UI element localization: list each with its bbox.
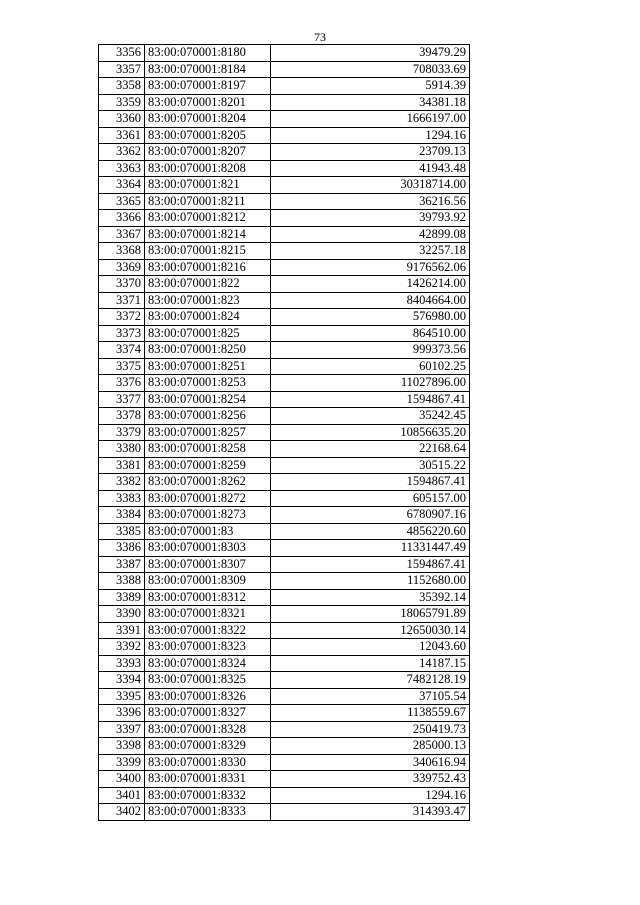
cadastral-number-cell: 83:00:070001:8307 bbox=[145, 556, 271, 573]
row-number-cell: 3398 bbox=[99, 738, 145, 755]
table-row bbox=[99, 754, 470, 771]
row-number-cell: 3370 bbox=[99, 276, 145, 293]
cadastral-value-cell: 9176562.06 bbox=[271, 259, 470, 276]
row-number-cell: 3386 bbox=[99, 540, 145, 557]
table-row bbox=[99, 325, 470, 342]
table-row bbox=[99, 292, 470, 309]
table-row bbox=[99, 804, 470, 821]
cadastral-number-cell: 83:00:070001:8258 bbox=[145, 441, 271, 458]
table-row bbox=[99, 45, 470, 62]
table-row bbox=[99, 672, 470, 689]
row-number-cell: 3397 bbox=[99, 721, 145, 738]
row-number-cell: 3358 bbox=[99, 78, 145, 95]
cadastral-value-cell: 35392.14 bbox=[271, 589, 470, 606]
cadastral-value-cell: 11027896.00 bbox=[271, 375, 470, 392]
row-number-cell: 3387 bbox=[99, 556, 145, 573]
row-number-cell: 3356 bbox=[99, 45, 145, 62]
table-row bbox=[99, 276, 470, 293]
cadastral-number-cell: 83:00:070001:8333 bbox=[145, 804, 271, 821]
cadastral-value-cell: 1152680.00 bbox=[271, 573, 470, 590]
row-number-cell: 3384 bbox=[99, 507, 145, 524]
row-number-cell: 3390 bbox=[99, 606, 145, 623]
cadastral-value-cell: 6780907.16 bbox=[271, 507, 470, 524]
cadastral-value-cell: 42899.08 bbox=[271, 226, 470, 243]
table-row bbox=[99, 391, 470, 408]
table-row bbox=[99, 210, 470, 227]
table-row bbox=[99, 738, 470, 755]
table-row bbox=[99, 457, 470, 474]
row-number-cell: 3371 bbox=[99, 292, 145, 309]
table-row bbox=[99, 573, 470, 590]
row-number-cell: 3400 bbox=[99, 771, 145, 788]
cadastral-value-cell: 999373.56 bbox=[271, 342, 470, 359]
cadastral-value-cell: 14187.15 bbox=[271, 655, 470, 672]
table-row bbox=[99, 408, 470, 425]
table-row bbox=[99, 490, 470, 507]
cadastral-value-cell: 314393.47 bbox=[271, 804, 470, 821]
cadastral-number-cell: 83:00:070001:8184 bbox=[145, 61, 271, 78]
row-number-cell: 3393 bbox=[99, 655, 145, 672]
cadastral-number-cell: 83:00:070001:8303 bbox=[145, 540, 271, 557]
table-row bbox=[99, 226, 470, 243]
cadastral-number-cell: 83:00:070001:8256 bbox=[145, 408, 271, 425]
cadastral-number-cell: 83:00:070001:8262 bbox=[145, 474, 271, 491]
cadastral-value-cell: 22168.64 bbox=[271, 441, 470, 458]
row-number-cell: 3364 bbox=[99, 177, 145, 194]
table-row bbox=[99, 721, 470, 738]
row-number-cell: 3383 bbox=[99, 490, 145, 507]
cadastral-value-cell: 37105.54 bbox=[271, 688, 470, 705]
cadastral-value-cell: 576980.00 bbox=[271, 309, 470, 326]
cadastral-number-cell: 83:00:070001:8326 bbox=[145, 688, 271, 705]
table-row bbox=[99, 655, 470, 672]
row-number-cell: 3378 bbox=[99, 408, 145, 425]
cadastral-number-cell: 83:00:070001:823 bbox=[145, 292, 271, 309]
row-number-cell: 3402 bbox=[99, 804, 145, 821]
row-number-cell: 3399 bbox=[99, 754, 145, 771]
cadastral-number-cell: 83:00:070001:8259 bbox=[145, 457, 271, 474]
cadastral-number-cell: 83:00:070001:8321 bbox=[145, 606, 271, 623]
row-number-cell: 3392 bbox=[99, 639, 145, 656]
row-number-cell: 3373 bbox=[99, 325, 145, 342]
cadastral-number-cell: 83:00:070001:8325 bbox=[145, 672, 271, 689]
cadastral-value-cell: 10856635.20 bbox=[271, 424, 470, 441]
row-number-cell: 3376 bbox=[99, 375, 145, 392]
row-number-cell: 3381 bbox=[99, 457, 145, 474]
cadastral-number-cell: 83:00:070001:8273 bbox=[145, 507, 271, 524]
cadastral-value-cell: 250419.73 bbox=[271, 721, 470, 738]
row-number-cell: 3380 bbox=[99, 441, 145, 458]
table-row bbox=[99, 342, 470, 359]
cadastral-number-cell: 83:00:070001:8324 bbox=[145, 655, 271, 672]
cadastral-value-cell: 39479.29 bbox=[271, 45, 470, 62]
row-number-cell: 3362 bbox=[99, 144, 145, 161]
page-number: 73 bbox=[314, 30, 326, 44]
table-row bbox=[99, 771, 470, 788]
row-number-cell: 3396 bbox=[99, 705, 145, 722]
cadastral-number-cell: 83:00:070001:8201 bbox=[145, 94, 271, 111]
cadastral-value-cell: 8404664.00 bbox=[271, 292, 470, 309]
cadastral-number-cell: 83:00:070001:8205 bbox=[145, 127, 271, 144]
cadastral-value-cell: 7482128.19 bbox=[271, 672, 470, 689]
row-number-cell: 3391 bbox=[99, 622, 145, 639]
cadastral-value-cell: 34381.18 bbox=[271, 94, 470, 111]
table-row bbox=[99, 589, 470, 606]
cadastral-value-cell: 1666197.00 bbox=[271, 111, 470, 128]
cadastral-number-cell: 83:00:070001:8331 bbox=[145, 771, 271, 788]
cadastral-value-cell: 23709.13 bbox=[271, 144, 470, 161]
cadastral-value-cell: 35242.45 bbox=[271, 408, 470, 425]
cadastral-number-cell: 83:00:070001:8254 bbox=[145, 391, 271, 408]
cadastral-value-cell: 339752.43 bbox=[271, 771, 470, 788]
table-row bbox=[99, 309, 470, 326]
cadastral-number-cell: 83:00:070001:8257 bbox=[145, 424, 271, 441]
cadastral-number-cell: 83:00:070001:8216 bbox=[145, 259, 271, 276]
row-number-cell: 3359 bbox=[99, 94, 145, 111]
table-row bbox=[99, 639, 470, 656]
cadastral-number-cell: 83:00:070001:824 bbox=[145, 309, 271, 326]
cadastral-number-cell: 83:00:070001:8251 bbox=[145, 358, 271, 375]
row-number-cell: 3369 bbox=[99, 259, 145, 276]
row-number-cell: 3368 bbox=[99, 243, 145, 260]
table-body bbox=[99, 45, 470, 821]
table-row bbox=[99, 787, 470, 804]
cadastral-number-cell: 83:00:070001:8312 bbox=[145, 589, 271, 606]
cadastral-number-cell: 83:00:070001:8323 bbox=[145, 639, 271, 656]
cadastral-number-cell: 83:00:070001:8211 bbox=[145, 193, 271, 210]
table-row bbox=[99, 375, 470, 392]
cadastral-number-cell: 83:00:070001:8309 bbox=[145, 573, 271, 590]
row-number-cell: 3382 bbox=[99, 474, 145, 491]
table-row bbox=[99, 507, 470, 524]
row-number-cell: 3357 bbox=[99, 61, 145, 78]
row-number-cell: 3394 bbox=[99, 672, 145, 689]
cadastral-number-cell: 83:00:070001:8322 bbox=[145, 622, 271, 639]
cadastral-number-cell: 83:00:070001:83 bbox=[145, 523, 271, 540]
table-row bbox=[99, 556, 470, 573]
row-number-cell: 3389 bbox=[99, 589, 145, 606]
cadastral-number-cell: 83:00:070001:8253 bbox=[145, 375, 271, 392]
cadastral-value-cell: 1594867.41 bbox=[271, 556, 470, 573]
table-row bbox=[99, 474, 470, 491]
cadastral-number-cell: 83:00:070001:8327 bbox=[145, 705, 271, 722]
cadastral-value-cell: 12043.60 bbox=[271, 639, 470, 656]
row-number-cell: 3395 bbox=[99, 688, 145, 705]
cadastral-value-cell: 1426214.00 bbox=[271, 276, 470, 293]
cadastral-value-cell: 11331447.49 bbox=[271, 540, 470, 557]
table-row bbox=[99, 622, 470, 639]
table-row bbox=[99, 61, 470, 78]
cadastral-value-cell: 30515.22 bbox=[271, 457, 470, 474]
row-number-cell: 3385 bbox=[99, 523, 145, 540]
row-number-cell: 3365 bbox=[99, 193, 145, 210]
table-row bbox=[99, 688, 470, 705]
cadastral-number-cell: 83:00:070001:8328 bbox=[145, 721, 271, 738]
cadastral-value-cell: 1594867.41 bbox=[271, 474, 470, 491]
cadastral-value-cell: 32257.18 bbox=[271, 243, 470, 260]
table-row bbox=[99, 358, 470, 375]
table-row bbox=[99, 193, 470, 210]
table-row bbox=[99, 705, 470, 722]
table-row bbox=[99, 78, 470, 95]
row-number-cell: 3363 bbox=[99, 160, 145, 177]
cadastral-number-cell: 83:00:070001:8212 bbox=[145, 210, 271, 227]
cadastral-number-cell: 83:00:070001:821 bbox=[145, 177, 271, 194]
row-number-cell: 3360 bbox=[99, 111, 145, 128]
row-number-cell: 3401 bbox=[99, 787, 145, 804]
cadastral-value-table bbox=[98, 44, 470, 821]
table-row bbox=[99, 424, 470, 441]
cadastral-number-cell: 83:00:070001:8272 bbox=[145, 490, 271, 507]
cadastral-value-cell: 864510.00 bbox=[271, 325, 470, 342]
cadastral-value-cell: 708033.69 bbox=[271, 61, 470, 78]
cadastral-value-cell: 340616.94 bbox=[271, 754, 470, 771]
cadastral-value-cell: 39793.92 bbox=[271, 210, 470, 227]
cadastral-number-cell: 83:00:070001:8330 bbox=[145, 754, 271, 771]
cadastral-number-cell: 83:00:070001:8204 bbox=[145, 111, 271, 128]
cadastral-value-cell: 605157.00 bbox=[271, 490, 470, 507]
row-number-cell: 3379 bbox=[99, 424, 145, 441]
cadastral-number-cell: 83:00:070001:8215 bbox=[145, 243, 271, 260]
row-number-cell: 3374 bbox=[99, 342, 145, 359]
row-number-cell: 3377 bbox=[99, 391, 145, 408]
cadastral-number-cell: 83:00:070001:8332 bbox=[145, 787, 271, 804]
row-number-cell: 3361 bbox=[99, 127, 145, 144]
table-row bbox=[99, 606, 470, 623]
cadastral-number-cell: 83:00:070001:825 bbox=[145, 325, 271, 342]
cadastral-value-cell: 1294.16 bbox=[271, 787, 470, 804]
row-number-cell: 3372 bbox=[99, 309, 145, 326]
row-number-cell: 3375 bbox=[99, 358, 145, 375]
table-row bbox=[99, 540, 470, 557]
table-row bbox=[99, 243, 470, 260]
row-number-cell: 3367 bbox=[99, 226, 145, 243]
table-row bbox=[99, 144, 470, 161]
cadastral-value-cell: 4856220.60 bbox=[271, 523, 470, 540]
cadastral-number-cell: 83:00:070001:8180 bbox=[145, 45, 271, 62]
cadastral-value-cell: 5914.39 bbox=[271, 78, 470, 95]
cadastral-number-cell: 83:00:070001:8250 bbox=[145, 342, 271, 359]
cadastral-value-cell: 41943.48 bbox=[271, 160, 470, 177]
cadastral-number-cell: 83:00:070001:8197 bbox=[145, 78, 271, 95]
row-number-cell: 3388 bbox=[99, 573, 145, 590]
cadastral-value-cell: 60102.25 bbox=[271, 358, 470, 375]
cadastral-number-cell: 83:00:070001:8329 bbox=[145, 738, 271, 755]
table-row bbox=[99, 441, 470, 458]
cadastral-number-cell: 83:00:070001:822 bbox=[145, 276, 271, 293]
table-row bbox=[99, 160, 470, 177]
table-row bbox=[99, 523, 470, 540]
cadastral-value-cell: 30318714.00 bbox=[271, 177, 470, 194]
row-number-cell: 3366 bbox=[99, 210, 145, 227]
table-row bbox=[99, 111, 470, 128]
cadastral-value-cell: 1294.16 bbox=[271, 127, 470, 144]
cadastral-number-cell: 83:00:070001:8208 bbox=[145, 160, 271, 177]
cadastral-value-cell: 285000.13 bbox=[271, 738, 470, 755]
table-row bbox=[99, 177, 470, 194]
table-row bbox=[99, 94, 470, 111]
cadastral-value-cell: 1594867.41 bbox=[271, 391, 470, 408]
table-row bbox=[99, 259, 470, 276]
table-row bbox=[99, 127, 470, 144]
cadastral-value-cell: 12650030.14 bbox=[271, 622, 470, 639]
cadastral-value-cell: 1138559.67 bbox=[271, 705, 470, 722]
cadastral-number-cell: 83:00:070001:8207 bbox=[145, 144, 271, 161]
cadastral-value-cell: 36216.56 bbox=[271, 193, 470, 210]
cadastral-value-cell: 18065791.89 bbox=[271, 606, 470, 623]
cadastral-number-cell: 83:00:070001:8214 bbox=[145, 226, 271, 243]
